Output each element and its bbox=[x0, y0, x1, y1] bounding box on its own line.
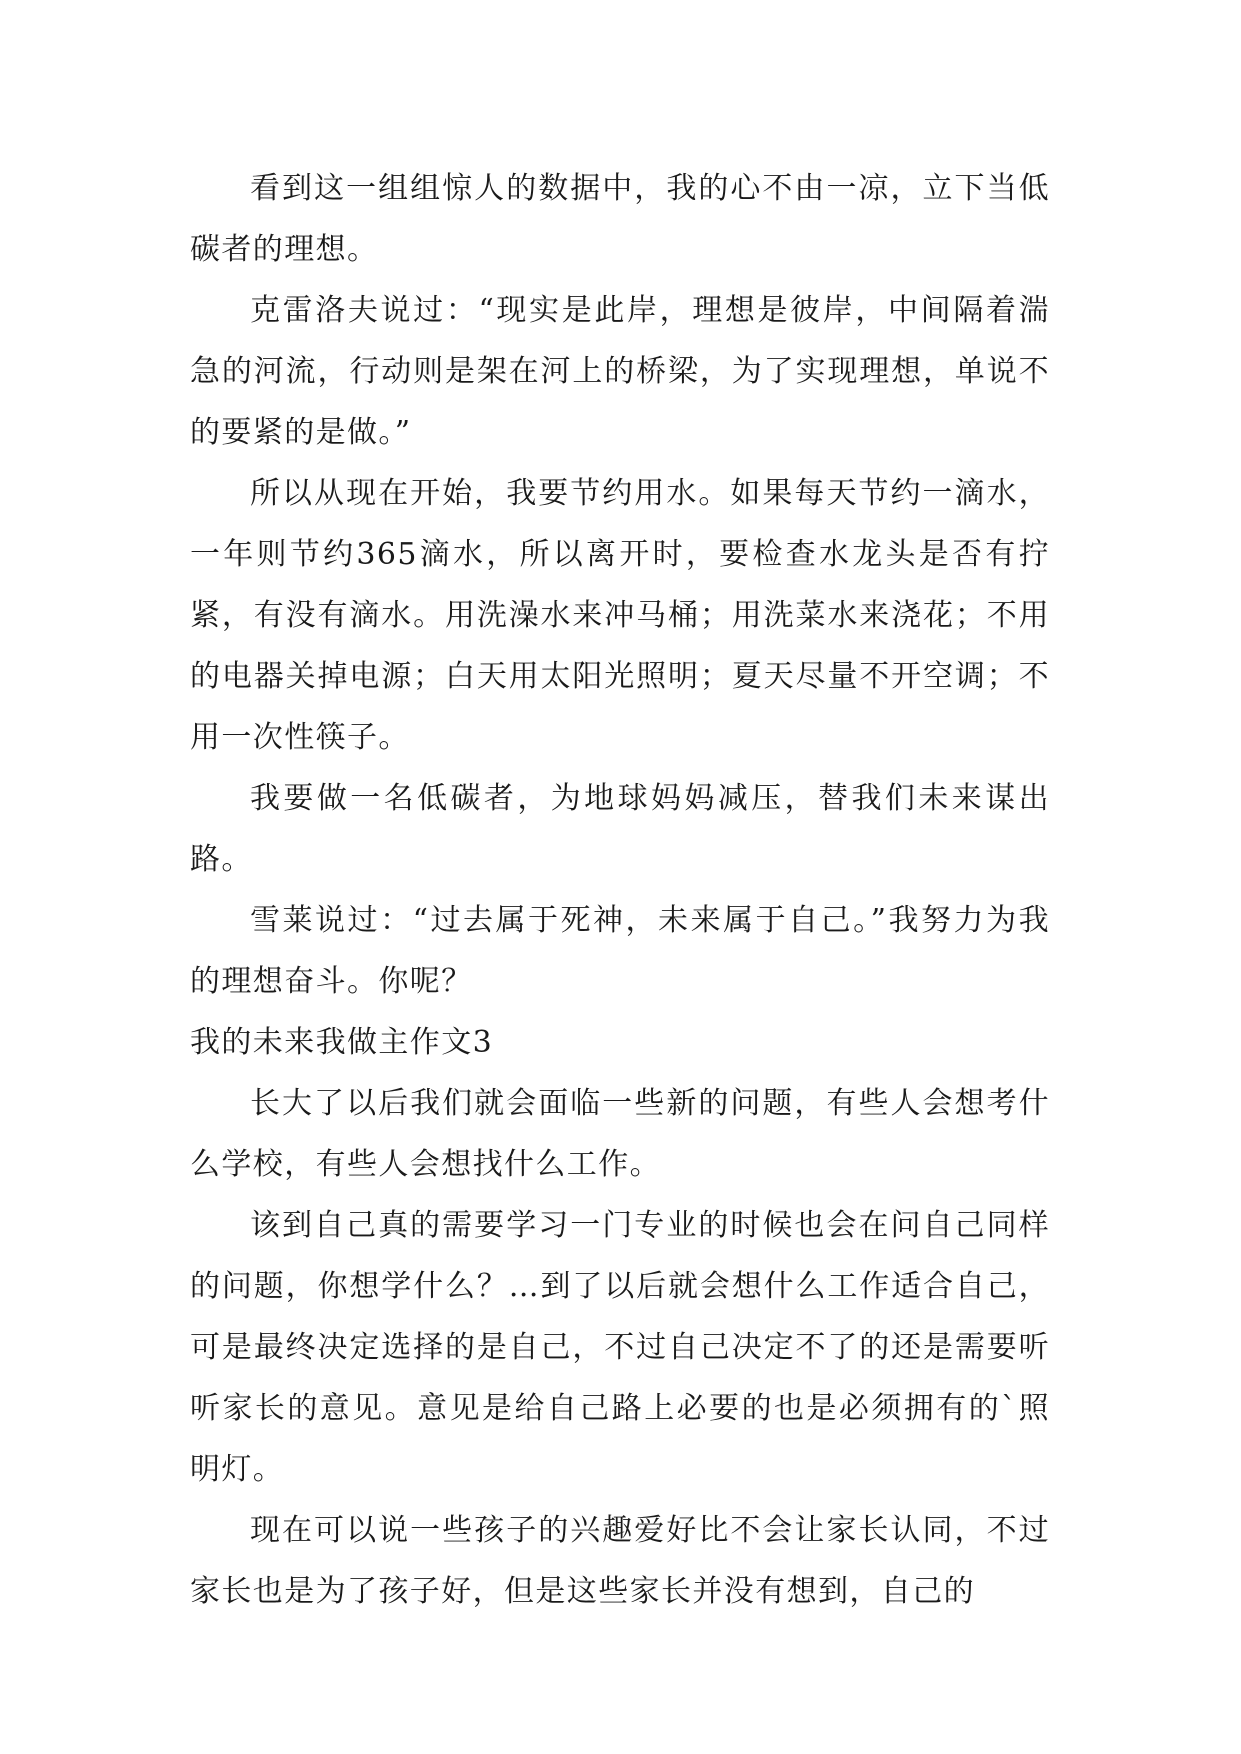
paragraph-5: 雪莱说过：“过去属于死神，未来属于自己。”我努力为我的理想奋斗。你呢？ bbox=[190, 903, 1050, 999]
paragraph-2: 克雷洛夫说过：“现实是此岸，理想是彼岸，中间隔着湍急的河流，行动则是架在河上的桥梁，为了实现理想，单说不的要紧的是做。” bbox=[190, 293, 1050, 450]
document-body bbox=[190, 158, 1050, 1622]
paragraph-1: 看到这一组组惊人的数据中，我的心不由一凉，立下当低碳者的理想。 bbox=[190, 171, 1050, 267]
section-paragraph-3: 现在可以说一些孩子的兴趣爱好比不会让家长认同，不过家长也是为了孩子好，但是这些家长并没有想到，自己的 bbox=[190, 1513, 1050, 1609]
section-paragraph-1: 长大了以后我们就会面临一些新的问题，有些人会想考什么学校，有些人会想找什么工作。 bbox=[190, 1086, 1050, 1182]
section-paragraph-2: 该到自己真的需要学习一门专业的时候也会在问自己同样的问题，你想学什么？…到了以后就会想什么工作适合自己，可是最终决定选择的是自己，不过自己决定不了的还是需要听听家长的意见。意见是给自己路上必要的也是必须拥有的`照明灯。 bbox=[190, 1208, 1050, 1487]
section-title: 我的未来我做主作文3 bbox=[190, 1025, 494, 1060]
paragraph-3: 所以从现在开始，我要节约用水。如果每天节约一滴水，一年则节约365滴水，所以离开时，要检查水龙头是否有拧紧，有没有滴水。用洗澡水来冲马桶；用洗菜水来浇花；不用的电器关掉电源；白天用太阳光照明；夏天尽量不开空调；不用一次性筷子。 bbox=[190, 476, 1050, 755]
paragraph-4: 我要做一名低碳者，为地球妈妈减压，替我们未来谋出路。 bbox=[190, 781, 1050, 877]
